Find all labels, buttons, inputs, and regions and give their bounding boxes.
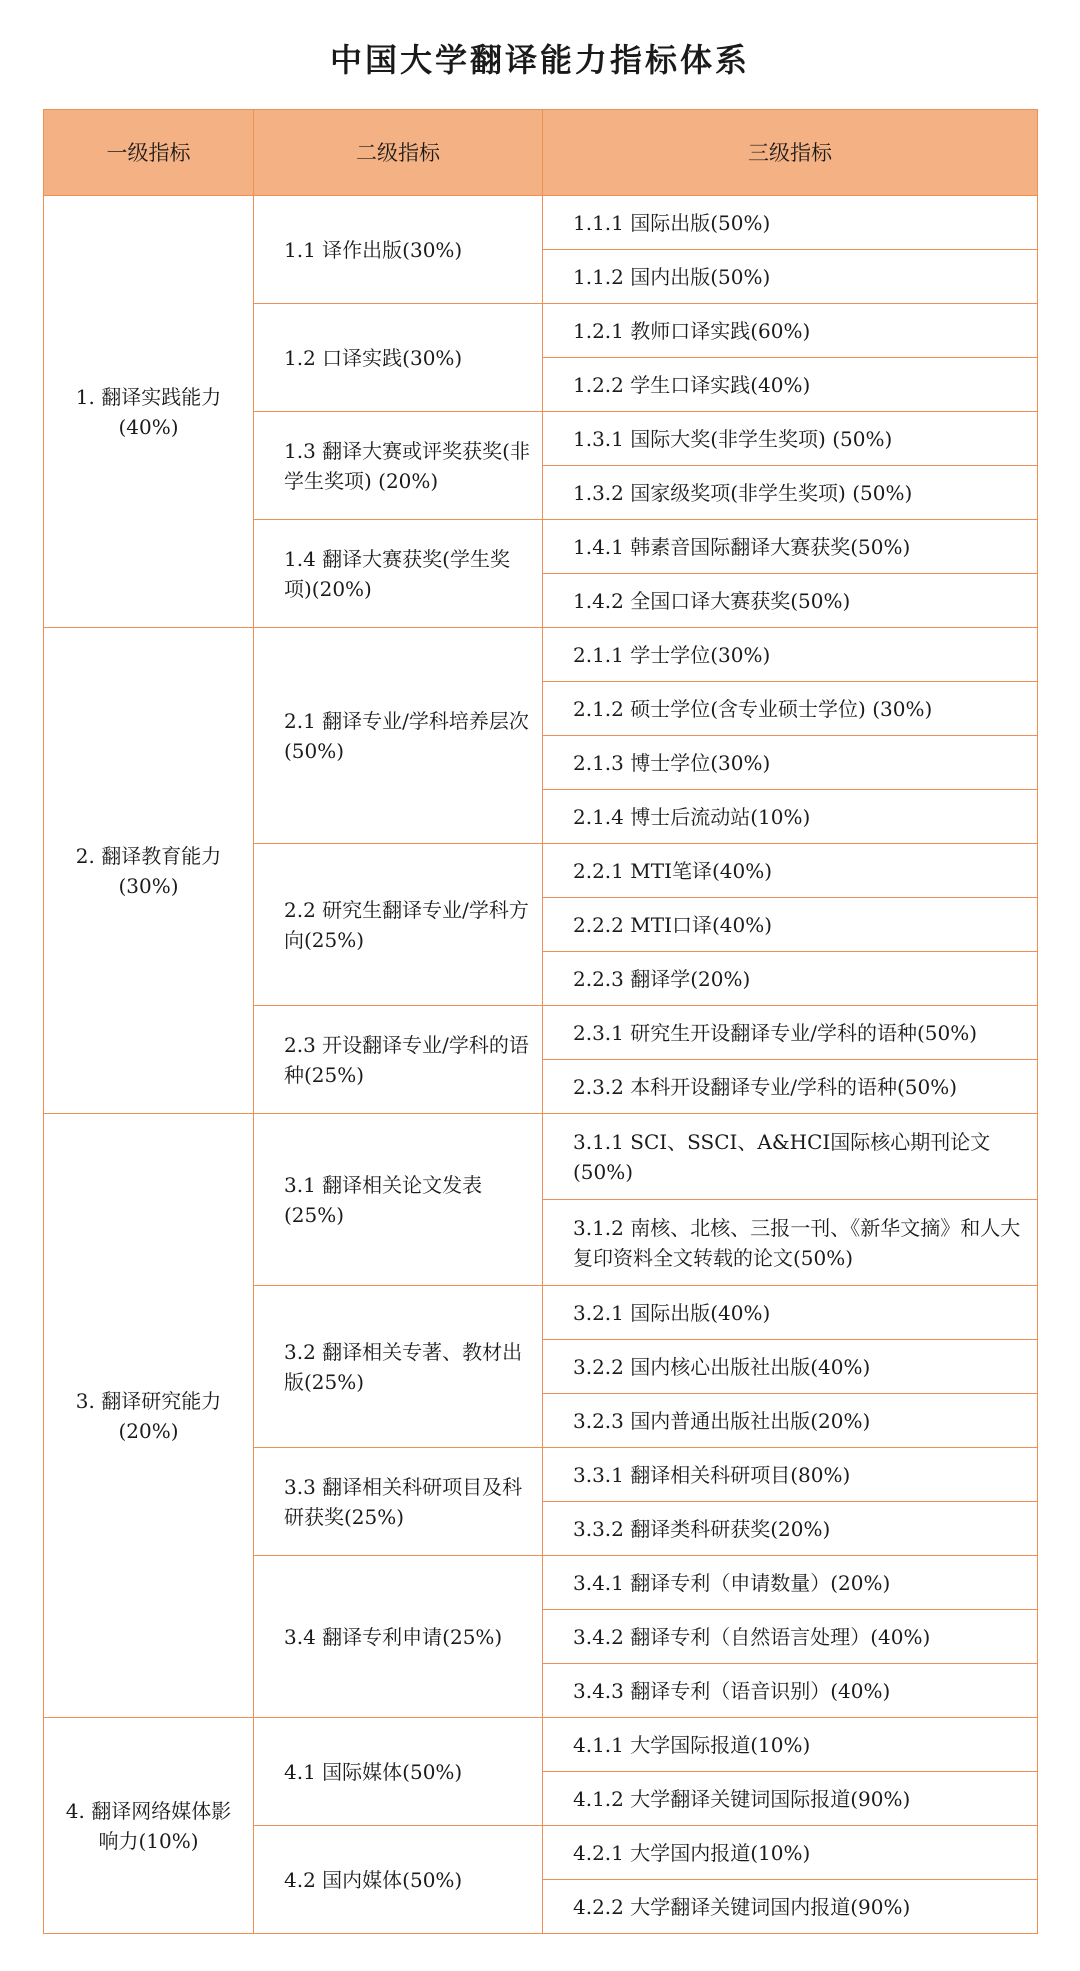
level-3-indicator: 3.2.3 国内普通出版社出版(20%) [543,1394,1038,1448]
page-title: 中国大学翻译能力指标体系 [329,41,750,79]
level-3-indicator: 4.1.1 大学国际报道(10%) [543,1718,1038,1772]
level-3-indicator: 2.2.3 翻译学(20%) [543,952,1038,1006]
level-3-indicator: 2.1.1 学士学位(30%) [543,628,1038,682]
level-2-indicator: 3.1 翻译相关论文发表(25%) [254,1114,543,1286]
table-row [44,1718,1038,1772]
level-3-indicator: 3.4.1 翻译专利（申请数量）(20%) [543,1556,1038,1610]
level-2-indicator: 4.2 国内媒体(50%) [254,1826,543,1934]
level-3-indicator: 1.1.2 国内出版(50%) [543,250,1038,304]
level-3-indicator: 4.2.1 大学国内报道(10%) [543,1826,1038,1880]
indicator-table [43,109,1038,1934]
table-row [44,1114,1038,1200]
level-2-indicator: 3.3 翻译相关科研项目及科研获奖(25%) [254,1448,543,1556]
level-2-indicator: 1.1 译作出版(30%) [254,196,543,304]
level-3-indicator: 4.1.2 大学翻译关键词国际报道(90%) [543,1772,1038,1826]
table-header-row [44,110,1038,196]
level-2-indicator: 3.2 翻译相关专著、教材出版(25%) [254,1286,543,1448]
level-2-indicator: 3.4 翻译专利申请(25%) [254,1556,543,1718]
level-3-indicator: 3.4.3 翻译专利（语音识别）(40%) [543,1664,1038,1718]
level-3-indicator: 2.2.2 MTI口译(40%) [543,898,1038,952]
level-1-indicator: 4. 翻译网络媒体影响力(10%) [44,1718,254,1934]
level-2-indicator: 2.1 翻译专业/学科培养层次(50%) [254,628,543,844]
level-3-indicator: 2.1.4 博士后流动站(10%) [543,790,1038,844]
header-level-3: 三级指标 [543,110,1038,196]
level-2-indicator: 1.4 翻译大赛获奖(学生奖项)(20%) [254,520,543,628]
level-2-indicator: 1.2 口译实践(30%) [254,304,543,412]
level-3-indicator: 4.2.2 大学翻译关键词国内报道(90%) [543,1880,1038,1934]
level-3-indicator: 1.3.1 国际大奖(非学生奖项) (50%) [543,412,1038,466]
level-2-indicator: 4.1 国际媒体(50%) [254,1718,543,1826]
level-3-indicator: 1.4.1 韩素音国际翻译大赛获奖(50%) [543,520,1038,574]
level-3-indicator: 2.1.2 硕士学位(含专业硕士学位) (30%) [543,682,1038,736]
level-3-indicator: 1.4.2 全国口译大赛获奖(50%) [543,574,1038,628]
header-level-1: 一级指标 [44,110,254,196]
header-level-2: 二级指标 [254,110,543,196]
level-3-indicator: 3.3.2 翻译类科研获奖(20%) [543,1502,1038,1556]
level-2-indicator: 2.3 开设翻译专业/学科的语种(25%) [254,1006,543,1114]
level-1-indicator: 3. 翻译研究能力(20%) [44,1114,254,1718]
level-3-indicator: 3.1.1 SCI、SSCI、A&HCI国际核心期刊论文(50%) [543,1114,1038,1200]
level-3-indicator: 3.2.1 国际出版(40%) [543,1286,1038,1340]
table-row [44,628,1038,682]
level-3-indicator: 3.3.1 翻译相关科研项目(80%) [543,1448,1038,1502]
level-2-indicator: 2.2 研究生翻译专业/学科方向(25%) [254,844,543,1006]
level-2-indicator: 1.3 翻译大赛或评奖获奖(非学生奖项) (20%) [254,412,543,520]
level-1-indicator: 1. 翻译实践能力(40%) [44,196,254,628]
level-3-indicator: 2.3.1 研究生开设翻译专业/学科的语种(50%) [543,1006,1038,1060]
level-3-indicator: 1.2.2 学生口译实践(40%) [543,358,1038,412]
level-3-indicator: 3.2.2 国内核心出版社出版(40%) [543,1340,1038,1394]
level-3-indicator: 3.1.2 南核、北核、三报一刊、《新华文摘》和人大复印资料全文转载的论文(50%) [543,1200,1038,1286]
level-3-indicator: 2.1.3 博士学位(30%) [543,736,1038,790]
level-3-indicator: 3.4.2 翻译专利（自然语言处理）(40%) [543,1610,1038,1664]
level-1-indicator: 2. 翻译教育能力(30%) [44,628,254,1114]
level-3-indicator: 1.1.1 国际出版(50%) [543,196,1038,250]
level-3-indicator: 2.3.2 本科开设翻译专业/学科的语种(50%) [543,1060,1038,1114]
table-row [44,196,1038,250]
level-3-indicator: 1.3.2 国家级奖项(非学生奖项) (50%) [543,466,1038,520]
level-3-indicator: 1.2.1 教师口译实践(60%) [543,304,1038,358]
level-3-indicator: 2.2.1 MTI笔译(40%) [543,844,1038,898]
